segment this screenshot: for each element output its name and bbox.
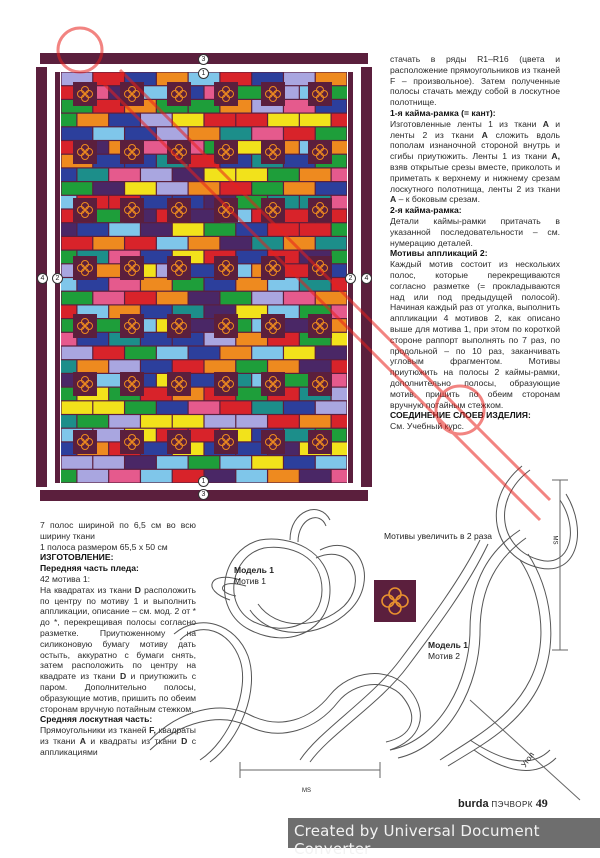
patch [300, 169, 331, 182]
patch [93, 100, 124, 113]
patch [252, 127, 283, 139]
enlarge-note: Мотивы увеличить в 2 раза [384, 531, 492, 541]
patch [252, 401, 283, 414]
patch [62, 292, 93, 305]
patch [332, 415, 347, 428]
patch [61, 169, 76, 182]
patch [173, 360, 204, 373]
patch [62, 347, 93, 360]
brand-name: burda [458, 798, 489, 810]
paragraph: 7 полос шириной по 6,5 см во всю ширину ткани [40, 520, 196, 541]
patch [109, 169, 140, 182]
patch [252, 237, 283, 250]
patch [109, 360, 140, 373]
patch [93, 401, 124, 414]
patch [268, 114, 299, 127]
model1-bottom-sub: Мотив 2 [428, 651, 460, 661]
motif-2-pattern [150, 466, 578, 770]
patch [61, 360, 76, 373]
patch [77, 169, 108, 182]
patch [93, 374, 124, 387]
patch [268, 169, 299, 182]
patch [189, 182, 220, 195]
patch [93, 429, 124, 442]
patch [157, 401, 188, 414]
paragraph: Прямоугольники из тканей F, квадраты из ткани A и квадраты из ткани D с аппликациями [40, 725, 196, 757]
heading-border-1: 1-я кайма-рамка (= кант): [390, 107, 496, 118]
patch [284, 292, 315, 305]
patch [236, 415, 267, 428]
model1-bottom-title: Модель 1 [428, 640, 468, 650]
patch [220, 182, 251, 195]
patch [141, 415, 172, 428]
heading-motifs-2: Мотивы аппликаций 2: [390, 248, 488, 259]
patch [189, 347, 220, 360]
patch [173, 114, 204, 127]
patch [173, 415, 204, 428]
heading-border-2: 2-я кайма-рамка: [390, 205, 462, 216]
paragraph: Детали каймы-рамки притачать в указанной последовательности – см. нумерацию деталей. [390, 215, 560, 248]
patch [157, 182, 188, 195]
converter-banner-text: Created by Universal Document Converter [294, 822, 540, 858]
patch [93, 182, 124, 195]
patch [93, 73, 124, 86]
patch [316, 237, 347, 250]
label-left-outer: 4 [37, 273, 48, 284]
paragraph: Изготовленные ленты 1 из ткани A и ленты 2 из ткани A сложить вдоль пополам изнаночной стороной внутрь и сгибы приутюжить. Ленты 1 из ткани A, взяв открытые срезы вместе, приколоть и приметать к верхнему и нижнему срезам лоскутного полотнища, ленты 2 из ткани A – к боковым срезам. [390, 118, 560, 205]
patch [62, 127, 93, 139]
section-name: ПЭЧВОРК [491, 800, 533, 809]
patch [109, 470, 140, 483]
patch [93, 210, 124, 223]
patch [300, 223, 331, 236]
patch [332, 223, 347, 236]
paragraph: На квадратах из ткани D расположить по центру по мотиву 1 и выполнить аппликации, описание – см. мод. 2 от * до *, перекрещивая полосы согласно разметке. Приутюженному на силиконовую бумагу мотиву дать остыть, аккуратно с бумаги снять, затем расположить по центру на квадрате из ткани D и приутюжить с паром. Дополнительно полосы, образующие мотив, пришить по обеим сторонам вручную потайным стежком. [40, 584, 197, 714]
patch [284, 401, 315, 414]
patch [157, 292, 188, 305]
patch [141, 360, 172, 373]
patch [189, 401, 220, 414]
patch [284, 127, 315, 139]
patch [125, 401, 156, 414]
patch [62, 182, 93, 195]
patch [93, 264, 124, 277]
patch [300, 360, 331, 373]
patch [220, 347, 251, 360]
patch [284, 237, 315, 250]
patch [205, 114, 236, 127]
patch [93, 155, 124, 168]
patch [189, 292, 220, 305]
patch [268, 223, 299, 236]
patch [252, 182, 283, 195]
patch [205, 360, 236, 373]
model1-top-title: Модель 1 [234, 565, 274, 575]
patch [332, 333, 347, 346]
patch [332, 169, 347, 182]
patch [332, 86, 347, 99]
heading-layers: СОЕДИНЕНИЕ СЛОЕВ ИЗДЕЛИЯ: [390, 410, 531, 421]
patch [61, 470, 76, 483]
page-footer [458, 796, 548, 811]
motif-sample-square [374, 580, 416, 622]
patch [125, 127, 156, 139]
patch [93, 319, 124, 332]
patch [93, 347, 124, 360]
patch [236, 114, 267, 127]
patch [316, 401, 347, 414]
patch [236, 223, 267, 236]
patch [93, 456, 124, 469]
patch [268, 415, 299, 428]
patch [173, 169, 204, 182]
label-right-inner: 2 [345, 273, 356, 284]
model1-top-sub: Мотив 1 [234, 576, 266, 586]
patch [332, 114, 347, 127]
patch [61, 415, 76, 428]
patch [125, 237, 156, 250]
patch [205, 415, 236, 428]
patch [157, 127, 188, 139]
patch [62, 237, 93, 250]
patch [125, 347, 156, 360]
patch [316, 127, 347, 139]
ms-bottom-label: MS [302, 788, 311, 794]
patch [93, 237, 124, 250]
patch [61, 114, 76, 127]
paragraph: Каждый мотив состоит из нескольких полос, которые перекрещиваются согласно разметке (= прокладываются над или под предыдущей полосой). Начиная каждый раз от уголка, выполнить аппликации 4 мотивов 2, как описано выше для мотива 1, при этом по короткой стороне раппорт выполнять по 7 раз, по продольной – по 10 раз, заканчивать угловым фрагментом. Мотивы приутюжить на полосы 2 каймы-рамки, дополнительно полосы, образующие мотив, пришить по обеим сторонам вручную потайным стежком. [390, 259, 560, 410]
patch [141, 114, 172, 127]
patch [77, 360, 108, 373]
patch [236, 169, 267, 182]
patch [236, 360, 267, 373]
patch [332, 141, 347, 154]
patch [316, 347, 347, 360]
patch [205, 169, 236, 182]
label-right-outer: 4 [361, 273, 372, 284]
patch [268, 360, 299, 373]
patch [332, 251, 347, 264]
label-left-inner: 2 [52, 273, 63, 284]
paragraph: стачать в ряды R1–R16 (цвета и расположение прямоугольников из тканей F – произвольное). Затем полученные полосы стачать между собой в лоскутное полотнище. [390, 54, 560, 108]
patch [316, 292, 347, 305]
patch [189, 237, 220, 250]
patch [220, 237, 251, 250]
patch [173, 223, 204, 236]
patch [300, 415, 331, 428]
paragraph: 42 мотива 1: [40, 573, 90, 584]
patch [125, 292, 156, 305]
patch [316, 182, 347, 195]
patch [220, 292, 251, 305]
right-text-column [390, 54, 560, 432]
patch [62, 456, 93, 469]
patch [77, 223, 108, 236]
label-top: 3 [198, 54, 209, 65]
patch [157, 237, 188, 250]
patch [77, 415, 108, 428]
patch [77, 114, 108, 127]
label-bottom: 3 [198, 489, 209, 500]
patch [109, 114, 140, 127]
patch [109, 415, 140, 428]
motif-1-icon [374, 580, 416, 622]
patch [109, 223, 140, 236]
patch [332, 306, 347, 319]
patch [332, 388, 347, 401]
patch [189, 127, 220, 139]
patch [125, 182, 156, 195]
heading-front: Передняя часть пледа: [40, 563, 139, 574]
ms-right-label: MS [551, 535, 558, 545]
patch [332, 360, 347, 373]
patch [157, 347, 188, 360]
patch [252, 292, 283, 305]
heading-manufacture: ИЗГОТОВЛЕНИЕ: [40, 552, 114, 563]
patch [205, 223, 236, 236]
label-top-inner: 1 [198, 68, 209, 79]
patch [141, 223, 172, 236]
patch [93, 292, 124, 305]
patch [220, 401, 251, 414]
patchwork-grid [61, 72, 347, 483]
patch [62, 401, 93, 414]
patch [252, 347, 283, 360]
patch [300, 114, 331, 127]
heading-middle: Средняя лоскутная часть: [40, 714, 153, 725]
patch [284, 182, 315, 195]
patch [284, 347, 315, 360]
paragraph: См. Учебный курс. [390, 421, 465, 432]
patch [220, 127, 251, 139]
knot-diagram [140, 440, 590, 810]
page-number: 49 [535, 796, 548, 810]
label-bottom-inner: 1 [198, 476, 209, 487]
patch [332, 196, 347, 209]
patch [77, 470, 108, 483]
patch [141, 169, 172, 182]
paragraph: 1 полоса размером 65,5 х 50 см [40, 541, 168, 552]
corner-label: Угол [519, 750, 537, 770]
patch [61, 223, 76, 236]
patch [93, 127, 124, 139]
